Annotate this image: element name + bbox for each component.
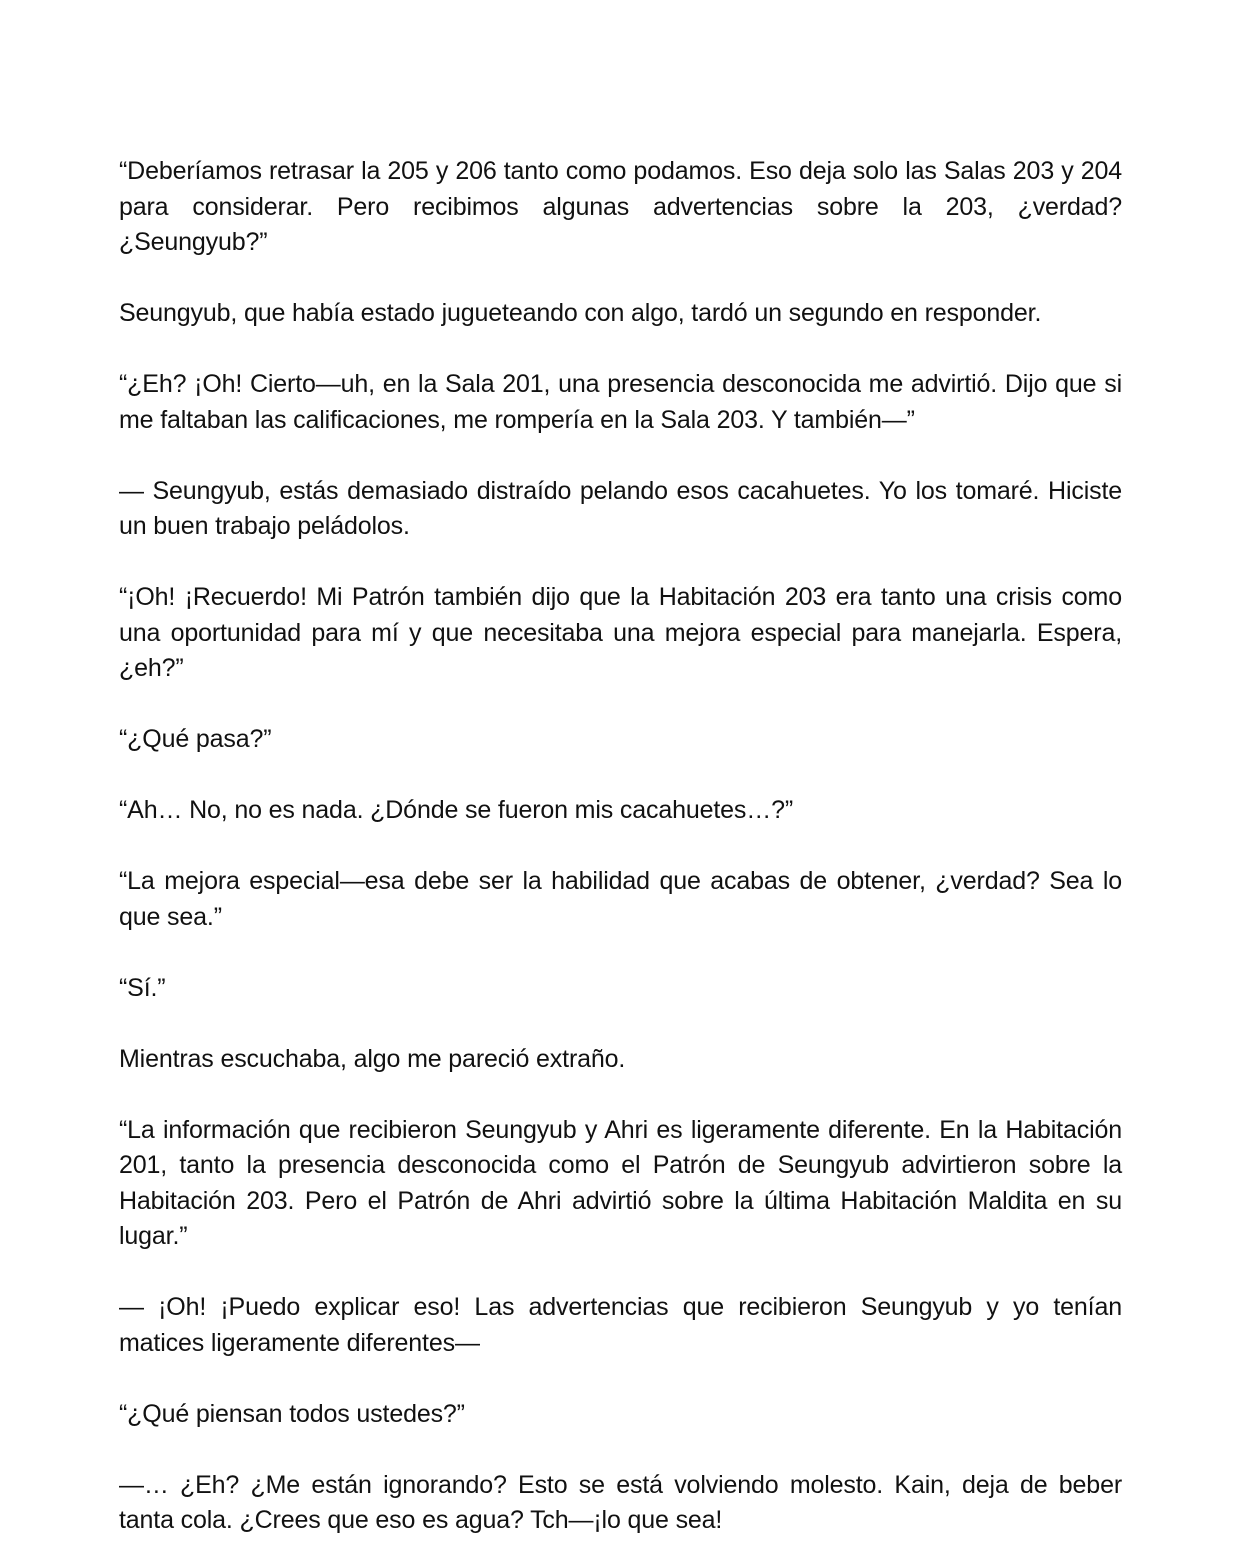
paragraph: — ¡Oh! ¡Puedo explicar eso! Las advertencias que recibieron Seungyub y yo tenían matices ligeramente diferentes— (119, 1293, 1122, 1357)
paragraph: Mientras escuchaba, algo me pareció extraño. (119, 1044, 626, 1073)
paragraph: “Ah… No, no es nada. ¿Dónde se fueron mis cacahuetes…?” (119, 796, 794, 824)
paragraph: — Seungyub, estás demasiado distraído pelando esos cacahuetes. Yo los tomaré. Hiciste un buen trabajo peládolos. (119, 476, 1122, 540)
paragraph: Seungyub, que había estado jugueteando con algo, tardó un segundo en responder. (119, 299, 1042, 327)
document-page (119, 154, 1122, 1539)
paragraph: “Deberíamos retrasar la 205 y 206 tanto como podamos. Eso deja solo las Salas 203 y 204 para considerar. Pero recibimos algunas advertencias sobre la 203, ¿verdad? ¿Seungyub?” (119, 157, 1122, 256)
paragraph: “Sí.” (119, 973, 166, 1002)
paragraph: “¡Oh! ¡Recuerdo! Mi Patrón también dijo que la Habitación 203 era tanto una crisis como una oportunidad para mí y que necesitaba una mejora especial para manejarla. Espera, ¿eh?” (119, 583, 1122, 682)
paragraph: “La información que recibieron Seungyub y Ahri es ligeramente diferente. En la Habitación 201, tanto la presencia desconocida como el Patrón de Seungyub advirtieron sobre la Habitación 203. Pero el Patrón de Ahri advirtió sobre la última Habitación Maldita en su lugar.” (119, 1115, 1122, 1250)
paragraph: —… ¿Eh? ¿Me están ignorando? Esto se está volviendo molesto. Kain, deja de beber tanta cola. ¿Crees que eso es agua? Tch—¡lo que sea! (119, 1470, 1122, 1534)
paragraph: “¿Eh? ¡Oh! Cierto—uh, en la Sala 201, una presencia desconocida me advirtió. Dijo que si me faltaban las calificaciones, me rompería en la Sala 203. Y también—” (119, 370, 1122, 434)
paragraph: “La mejora especial—esa debe ser la habilidad que acabas de obtener, ¿verdad? Sea lo que sea.” (119, 867, 1122, 931)
paragraph: “¿Qué pasa?” (119, 725, 272, 753)
paragraph: “¿Qué piensan todos ustedes?” (119, 1399, 465, 1428)
